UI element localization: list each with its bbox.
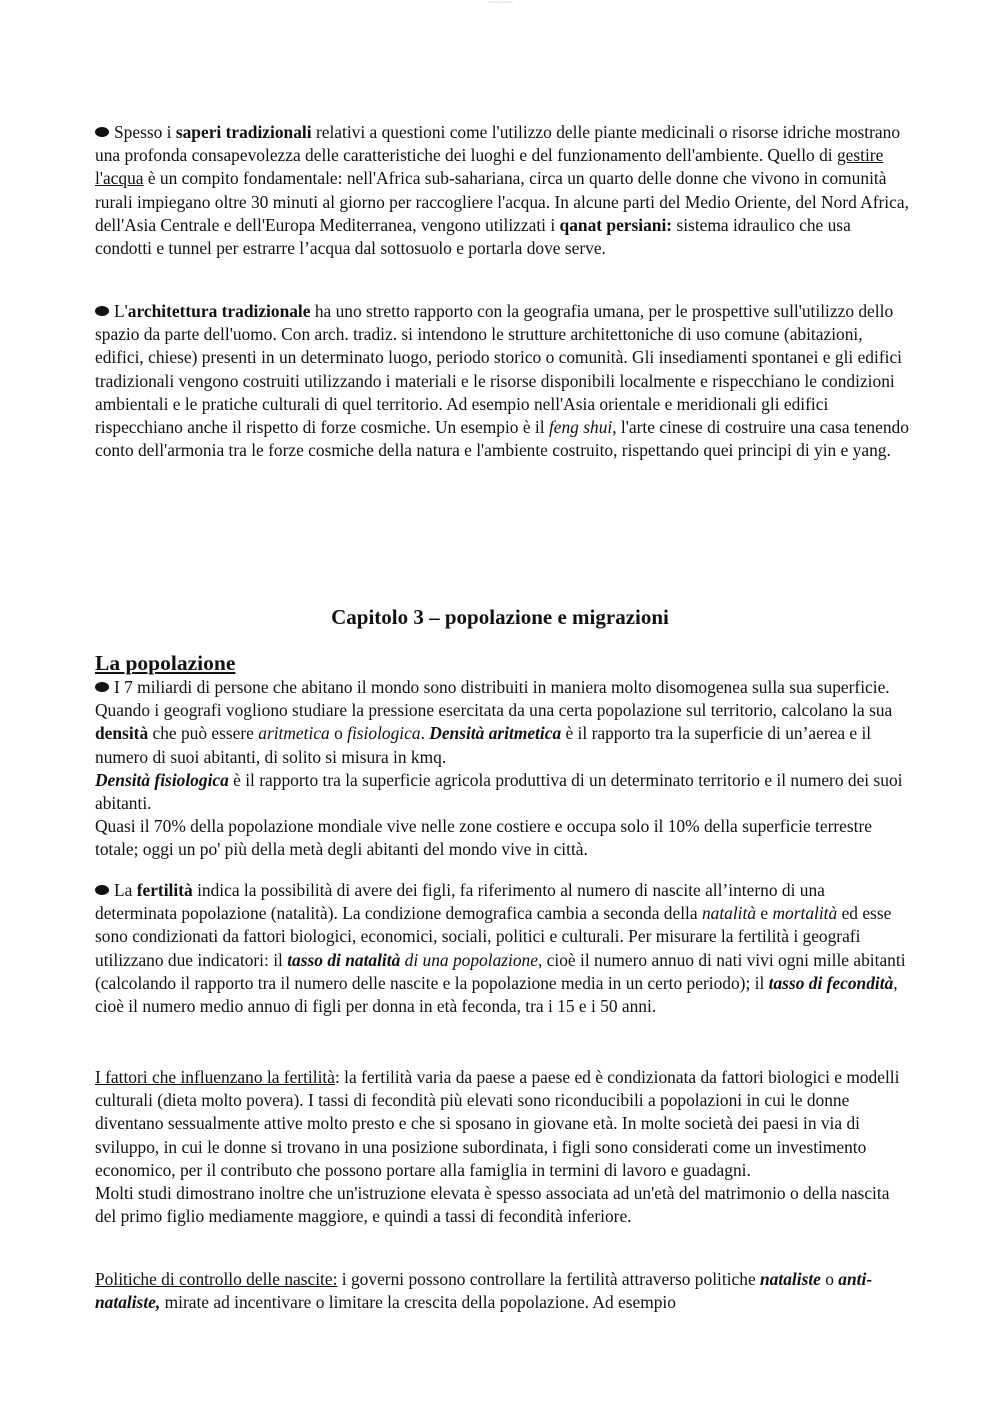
- term-saperi-tradizionali: saperi tradizionali: [175, 122, 312, 142]
- watermark: Scaricato da Docsity: [488, 0, 513, 4]
- chapter-title: Capitolo 3 – popolazione e migrazioni: [331, 605, 669, 629]
- paragraph-traditional-architecture: L'architettura tradizionale ha uno stretto rapporto con la geografia umana, per le prospettive sull'utilizzo dello spazio da parte dell'uomo. Con arch. tradiz. si intendono le strutture architettoniche di uso comune (abitazioni, edifici, chiese) presenti in un determinato luogo, periodo storico o comunità. Gli insediamenti spontanei e gli edifici tradizionali vengono costruiti utilizzando i materiali e le risorse disponibili localmente e rispecchiano le condizioni ambientali e le pratiche culturali di quel territorio. Ad esempio nell'Asia orientale e meridionali gli edifici rispecchiano anche il rispetto di forze cosmiche. Un esempio è il feng shui, l'arte cinese di costruire una casa tenendo conto dell'armonia tra le forze cosmiche della natura e l'ambiente costruito, rispettando quei principi di yin e yang.: [95, 301, 909, 461]
- bullet-icon: [95, 682, 109, 692]
- bullet-icon: [95, 885, 109, 895]
- paragraph-traditional-knowledge: Spesso i saperi tradizionali relativi a questioni come l'utilizzo delle piante medicinali o risorse idriche mostrano una profonda consapevolezza delle caratteristiche dei luoghi e del funzionamento dell'ambiente. Quello di gestire l'acqua è un compito fondamentale: nell'Africa sub-sahariana, circa un quarto delle donne che vivono in comunità rurali impiegano oltre 30 minuti al giorno per raccogliere l'acqua. In alcune parti del Medio Oriente, del Nord Africa, dell'Asia Centrale e dell'Europa Mediterranea, vengono utilizzati i qanat persiani: sistema idraulico che usa condotti e tunnel per estrarre l’acqua dal sottosuolo e portarla dove serve.: [95, 122, 909, 259]
- term-anti-nataliste: anti-nataliste,: [95, 1269, 873, 1313]
- paragraph-fertility-factors: I fattori che influenzano la fertilità: la fertilità varia da paese a paese ed è condizionata da fattori biologici e modelli culturali (dieta molto povera). I tassi di fecondità più elevati sono riconducibili a popolazioni in cui le donne diventano sessualmente attive molto presto e che si sposano in giovane età. In molte società dei paesi in via di sviluppo, in cui le donne si trovano in una posizione subordinata, i figli sono considerati come un investimento economico, per il contributo che possono portare alla famiglia in termini di lavoro e guadagni. Molti studi dimostrano inoltre che un'istruzione elevata è spesso associata ad un'età del matrimonio o della nascita del primo figlio mediamente maggiore, e quindi a tassi di fecondità inferiore.: [95, 1067, 900, 1227]
- term-gestire-acqua: gestire l'acqua: [95, 145, 884, 189]
- paragraph-fertility: La fertilità indica la possibilità di avere dei figli, fa riferimento al numero di nascite all’interno di una determinata popolazione (natalità). La condizione demografica cambia a seconda della natalità e mortalità ed esse sono condizionati da fattori biologici, economici, sociali, politici e culturali. Per misurare la fertilità i geografi utilizzano due indicatori: il tasso di natalità di una popolazione, cioè il numero annuo di nati vivi ogni mille abitanti (calcolando il rapporto tra il numero delle nascite e la popolazione media in un certo periodo); il tasso di fecondità, cioè il numero medio annuo di figli per donna in età feconda, tra i 15 e i 50 anni.: [95, 880, 906, 1017]
- term-architettura-tradizionale: architettura tradizionale: [127, 301, 311, 321]
- term-fertilita: fertilità: [136, 880, 193, 900]
- term-densita-fisiologica: Densità fisiologica: [95, 769, 229, 790]
- term-densita: densità: [95, 723, 149, 744]
- bullet-icon: [95, 306, 109, 316]
- term-tasso-fecondita: tasso di fecondità: [768, 972, 894, 993]
- term-nataliste: nataliste: [760, 1269, 821, 1289]
- section-title: La popolazione: [95, 651, 236, 675]
- term-densita-aritmetica: Densità aritmetica: [429, 723, 562, 744]
- term-qanat-persiani: qanat persiani:: [559, 214, 673, 235]
- subheading-birth-control: Politiche di controllo delle nascite:: [95, 1269, 338, 1289]
- bullet-icon: [95, 127, 109, 137]
- term-tasso-natalita: tasso di natalità: [287, 949, 401, 970]
- term-feng-shui: feng shui: [548, 417, 613, 438]
- paragraph-population-density: I 7 miliardi di persone che abitano il mondo sono distribuiti in maniera molto disomogenea sulla sua superficie. Quando i geografi vogliono studiare la pressione esercitata da una certa popolazione sul territorio, calcolano la sua densità che può essere aritmetica o fisiologica. Densità aritmetica è il rapporto tra la superficie di un’aerea e il numero di suoi abitanti, di solito si misura in kmq. Densità fisiologica è il rapporto tra la superficie agricola produttiva di un determinato territorio e il numero dei suoi abitanti. Quasi il 70% della popolazione mondiale vive nelle zone costiere e occupa solo il 10% della superficie terrestre totale; oggi un po' più della metà degli abitanti del mondo vive in città.: [95, 677, 903, 860]
- subheading-fertility-factors: I fattori che influenzano la fertilità: [95, 1067, 335, 1087]
- paragraph-birth-control-policies: Politiche di controllo delle nascite: i governi possono controllare la fertilità attraverso politiche nataliste o anti-nataliste, mirate ad incentivare o limitare la crescita della popolazione. Ad esempio: [95, 1269, 873, 1313]
